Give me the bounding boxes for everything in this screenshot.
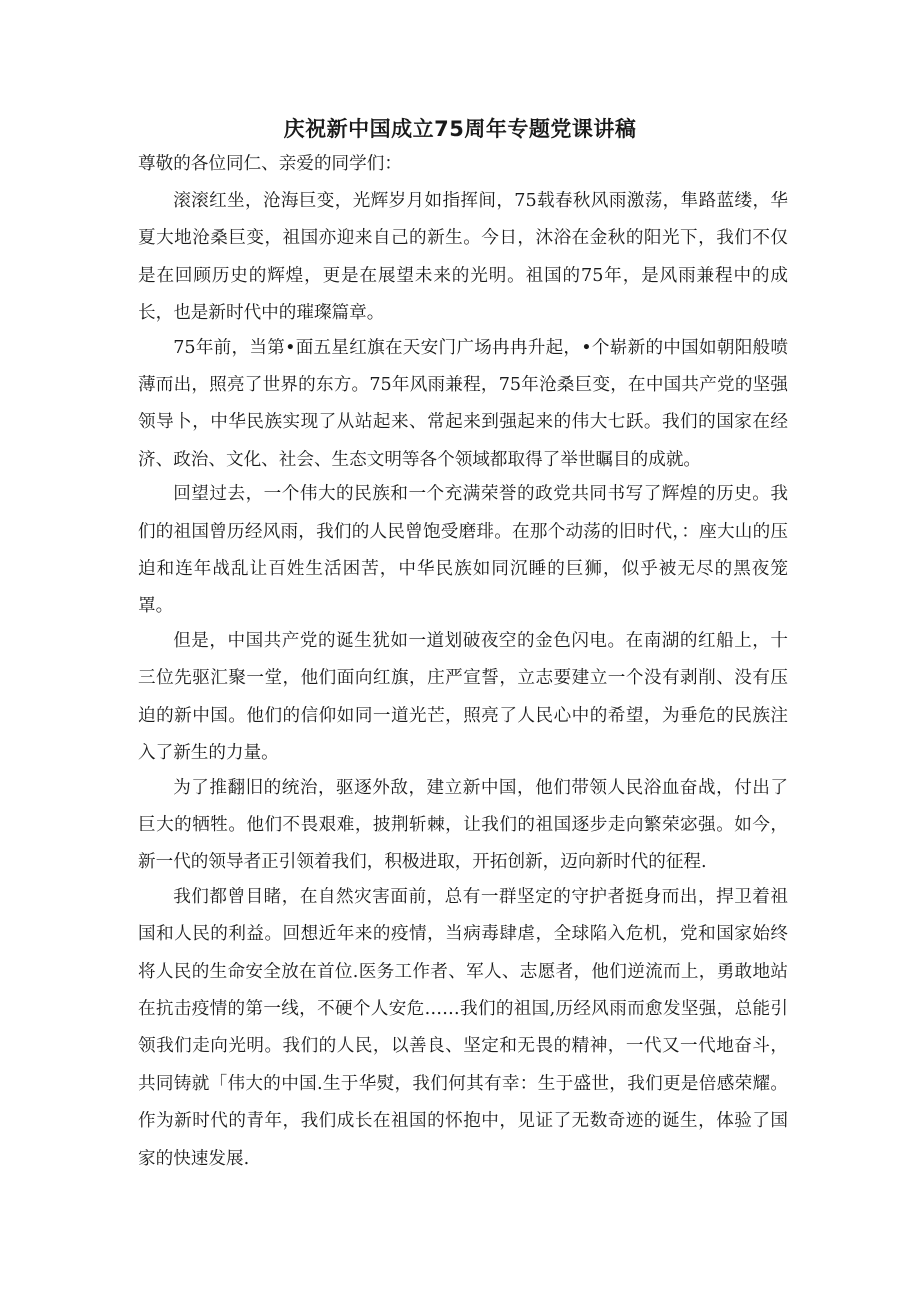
paragraph-3: 回望过去，一个伟大的民族和一个充满荣誉的政党共同书写了辉煌的历史。我们的祖国曾历经风雨，我们的人民曾饱受磨琲。在那个动荡的旧时代，：座大山的压迫和连年战乱让百姓生活困苦，中华民族如同沉睡的巨狮，似乎被无尽的黑夜笼罩。 (138, 484, 788, 617)
paragraph-6: 我们都曾目睹，在自然灾害面前，总有一群坚定的守护者挺身而出，捍卫着祖国和人民的利益。回想近年来的疫情，当病毒肆虐，全球陷入危机，党和国家始终将人民的生命安全放在首位.医务工作者、军人、志愿者，他们逆流而上，勇敢地站在抗击疫情的第一线，不硬个人安危……我们的祖国,历经风雨而愈发坚强，总能引领我们走向光明。我们的人民，以善良、坚定和无畏的精神，一代又一代地奋斗，共同铸就「伟大的中国.生于华熨，我们何其有幸：生于盛世，我们更是倍感荣耀。作为新时代的青年，我们成长在祖国的怀抱中，见证了无数奇迹的诞生，体验了国家的快速发展. (138, 886, 788, 1169)
paragraph-1: 滚滚红坐，沧海巨变，光辉岁月如指挥间，75载春秋风雨激荡，隼路蓝缕，华夏大地沧桑巨变，祖国亦迎来自己的新生。今日，沐浴在金秋的阳光下，我们不仅是在回顾历史的辉煌，更是在展望未来的光明。祖国的75年，是风雨兼程中的成长，也是新时代中的璀璨篇章。 (138, 191, 788, 324)
document-title: 庆祝新中国成立75周年专题党课讲稿 (283, 117, 637, 141)
document-body (138, 146, 788, 1178)
paragraph-5: 为了推翻旧的统治，驱逐外敌，建立新中国，他们带领人民浴血奋战，付出了巨大的牺牲。他们不畏艰难，披荆斩棘，让我们的祖国逐步走向繁荣宓强。如今，新一代的领导者正引领着我们，积极进取，开拓创新，迈向新时代的征程. (138, 777, 788, 873)
paragraph-4: 但是，中国共产党的诞生犹如一道划破夜空的金色闪电。在南湖的红船上，十三位先驱汇聚一堂，他们面向红旗，庄严宣誓，立志要建立一个没有剥削、没有压迫的新中国。他们的信仰如同一道光芒，照亮了人民心中的希望，为垂危的民族注入了新生的力量。 (138, 630, 788, 764)
salutation: 尊敬的各位同仁、亲爱的同学们： (138, 154, 402, 174)
paragraph-2: 75年前，当第•面五星红旗在天安门广场冉冉升起，•个崭新的中国如朝阳般喷薄而出，照亮了世界的东方。75年风雨兼程，75年沧桑巨变，在中国共产党的坚强领导卜，中华民族实现了从站起来、常起来到强起来的伟大七跃。我们的国家在经济、政治、文化、社会、生态文明等各个领域都取得了举世瞩目的成就。 (138, 337, 788, 470)
